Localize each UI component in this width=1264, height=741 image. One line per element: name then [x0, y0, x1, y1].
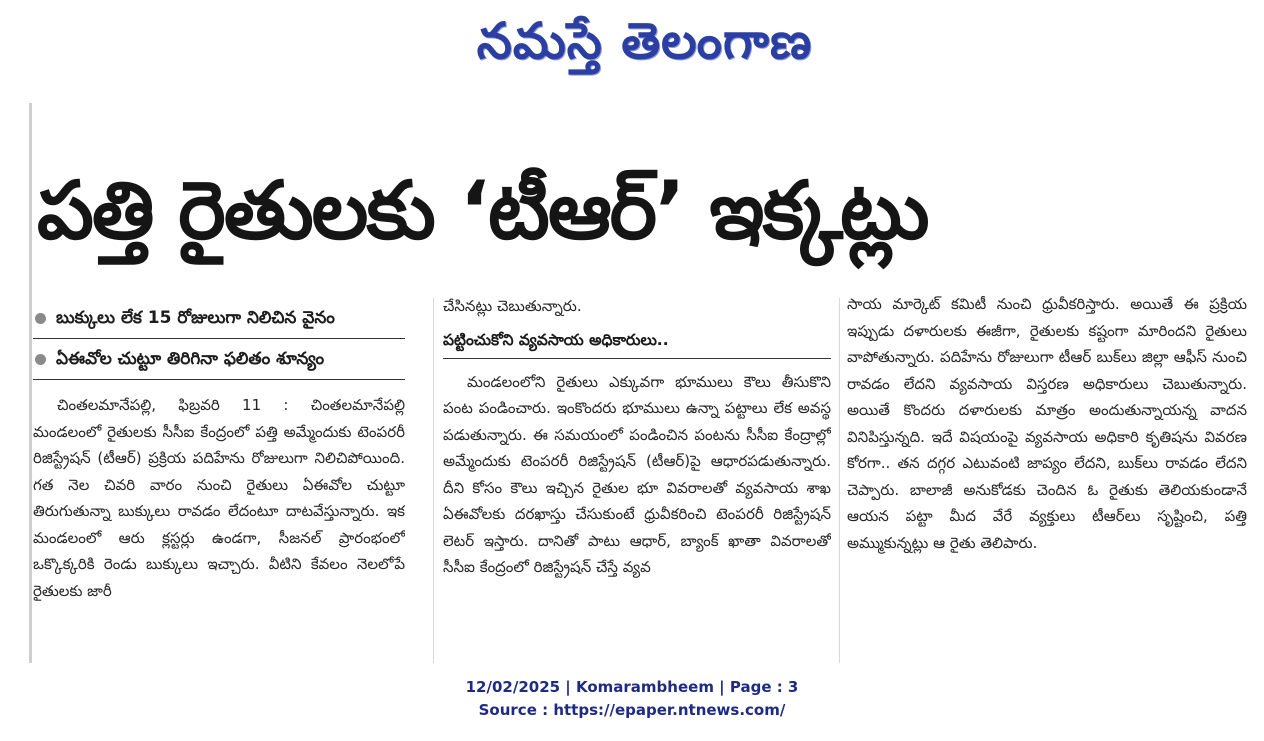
article-column-3	[847, 291, 1247, 656]
bullet-text: బుక్కులు లేక 15 రోజులుగా నిలిచిన వైనం	[56, 308, 335, 328]
article-paragraph-continued: చేసినట్లు చెబుతున్నారు.	[443, 297, 582, 315]
left-border-rule	[29, 103, 32, 663]
masthead	[0, 0, 1264, 82]
source-link[interactable]: Source : https://epaper.ntnews.com/	[478, 701, 786, 719]
article-column-2	[443, 293, 831, 658]
article-headline: పత్తి రైతులకు ‘టీఆర్’ ఇక్కట్లు	[37, 164, 928, 257]
column-divider	[433, 298, 434, 663]
bullet-point	[33, 298, 405, 339]
page-footer	[0, 676, 1264, 722]
column-divider	[839, 298, 840, 663]
article-paragraph: చింతలమానేపల్లి, ఫిబ్రవరి 11 : చింతలమానేపల్లి మండలంలో రైతులకు సీసీఐ కేంద్రంలో పత్తి అమ్మేందుకు టెంపరరీ రిజిస్ట్రేషన్ (టీఆర్) ప్రక్రియ పదిహేను రోజులుగా నిలిచిపోయింది. గత నెల చివరి వారం నుంచి రైతులు ఏఈవోల చుట్టూ తిరుగుతున్నా బుక్కులు రావడం లేదంటూ దాటవేస్తున్నారు. ఇక మండలంలో ఆరు క్లస్టర్లు ఉండగా, సీజనల్ ప్రారంభంలో ఒక్కొక్కరికి రెండు బుక్కులు ఇచ్చారు. వీటిని కేవలం నెలలోపే రైతులకు జారీ	[33, 396, 405, 600]
bullet-dot-icon	[35, 313, 46, 324]
article-paragraph: మండలంలోని రైతులు ఎక్కువగా భూములు కౌలు తీసుకొని పంట పండించారు. ఇంకొందరు భూములు ఉన్నా పట్టాలు లేక అవస్థ పడుతున్నారు. ఈ సమయంలో పండించిన పంటను సీసీఐ కేంద్రాల్లో అమ్మేందుకు టెంపరరీ రిజిస్ట్రేషన్ (టీఆర్)పై ఆధారపడుతున్నారు. దీని కోసం కౌలు ఇచ్చిన రైతుల భూ వివరాలతో వ్యవసాయ శాఖ ఏఈవోలకు దరఖాస్తు చేసుకుంటే ధ్రువీకరించి టెంపరరీ రిజిస్ట్రేషన్ లెటర్ ఇస్తారు. దానితో పాటు ఆధార్, బ్యాంక్ ఖాతా వివరాలతో సీసీఐ కేంద్రంలో రిజిస్ట్రేషన్ చేస్తే వ్యవ	[443, 372, 831, 576]
article-subheading: పట్టించుకోని వ్యవసాయ అధికారులు..	[443, 320, 831, 359]
bullet-point	[33, 339, 405, 380]
news-article	[29, 103, 1249, 663]
edition-info: 12/02/2025 | Komarambheem | Page : 3	[465, 678, 799, 696]
article-paragraph: సాయ మార్కెట్ కమిటీ నుంచి ధ్రువీకరిస్తారు. అయితే ఈ ప్రక్రియ ఇప్పుడు దళారులకు ఈజీగా, రైతులకు కష్టంగా మారిందని రైతులు వాపోతున్నారు. పదిహేను రోజులుగా టీఆర్ బుక్‌లు జిల్లా ఆఫీస్ నుంచి రావడం లేదని వ్యవసాయ విస్తరణ అధికారులు చెబుతున్నారు. అయితే కొందరు దళారులకు మాత్రం అందుతున్నాయన్న వాదన వినిపిస్తున్నది. ఇదే విషయంపై వ్యవసాయ అధికారి కృతిషను వివరణ కోరగా.. తన దగ్గర ఎటువంటి జాప్యం లేదని, బుక్‌లు రావడం లేదని చెప్పారు. బాలాజీ అనుకోడకు చెందిన ఓ రైతుకు తెలియకుండానే ఆయన పట్టా మీద వేరే వ్యక్తులు టీఆర్‌లు సృష్టించి, పత్తి అమ్ముకున్నట్లు ఆ రైతు తెలిపారు.	[847, 295, 1247, 552]
bullet-dot-icon	[35, 354, 46, 365]
newspaper-logo: నమస్తే తెలంగాణ	[476, 11, 813, 70]
article-column-1	[33, 298, 405, 663]
bullet-text: ఏఈవోల చుట్టూ తిరిగినా ఫలితం శూన్యం	[56, 349, 325, 369]
